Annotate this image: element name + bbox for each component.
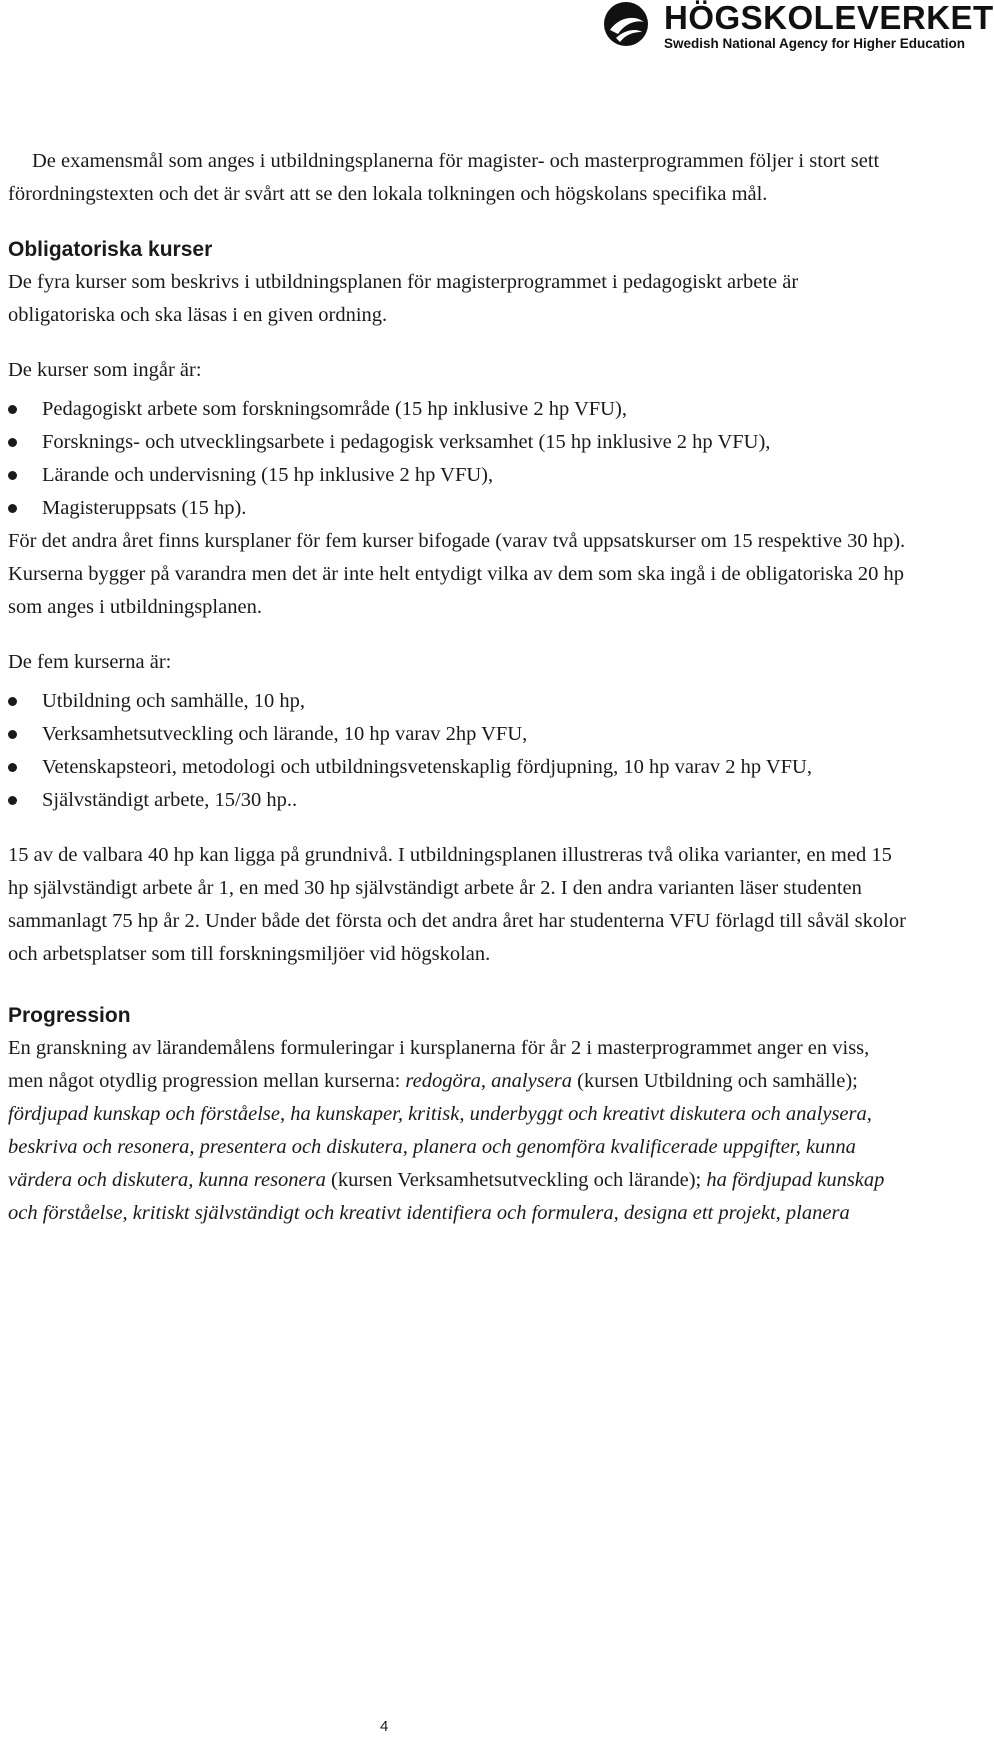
course-item-text: Verksamhetsutveckling och lärande, 10 hp varav 2hp VFU, — [42, 723, 528, 745]
course-item-text: Utbildning och samhälle, 10 hp, — [42, 690, 306, 712]
logo-tagline: Swedish National Agency for Higher Education — [664, 36, 966, 51]
page-number: 4 — [380, 1718, 389, 1735]
logo-wordmark: HÖGSKOLEVERKET — [664, 0, 994, 36]
bullet-icon — [8, 763, 17, 772]
bullet-icon — [8, 796, 17, 805]
progression-verbs-2: fördjupad kunskap och förståelse, ha kunskaper, kritisk, underbyggt och kreativt diskutera och analysera, beskriva och resonera, presentera och diskutera, planera och genomföra kvalificerade uppgifter, kunna värdera och diskutera, kunna resonera — [8, 1103, 872, 1191]
document-body — [8, 145, 908, 1230]
hogskoleverket-logo — [600, 0, 994, 64]
progression-course-2: (kursen Verksamhetsutveckling och lärande); — [325, 1169, 707, 1191]
progression-course-1: (kursen Utbildning och samhälle); — [572, 1070, 858, 1092]
list-item — [8, 751, 908, 784]
bullet-icon — [8, 504, 17, 513]
list-item — [8, 393, 908, 426]
bullet-icon — [8, 697, 17, 706]
list-item — [8, 426, 908, 459]
list-item — [8, 718, 908, 751]
progression-paragraph — [8, 1032, 908, 1230]
bullet-icon — [8, 471, 17, 480]
hogskoleverket-emblem-icon — [600, 0, 652, 52]
second-year-paragraph: För det andra året finns kursplaner för fem kurser bifogade (varav två uppsatskurser om 15 respektive 30 hp). Kurserna bygger på varandra men det är inte helt entydigt vilka av dem som ska ingå i de obligatoriska 20 hp som anges i utbildningsplanen. — [8, 530, 906, 618]
bullet-icon — [8, 405, 17, 414]
list-item — [8, 492, 908, 525]
courses-list-intro: De kurser som ingår är: — [8, 359, 202, 381]
intro-paragraph: De examensmål som anges i utbildningsplanerna för magister- och masterprogrammen följer i stort sett förordningstexten och det är svårt att se den lokala tolkningen och högskolans specifika mål. — [8, 150, 880, 205]
heading-obligatoriska-kurser: Obligatoriska kurser — [8, 238, 213, 261]
progression-lead: En granskning av lärandemålens formuleringar i kursplanerna för år 2 i masterprogrammet anger en viss, men något otydlig progression mellan kurserna: — [8, 1037, 870, 1092]
five-course-list — [8, 685, 908, 817]
heading-progression: Progression — [8, 1004, 131, 1027]
five-courses-intro: De fem kurserna är: — [8, 651, 172, 673]
course-item-text: Forsknings- och utvecklingsarbete i pedagogisk verksamhet (15 hp inklusive 2 hp VFU), — [42, 431, 771, 453]
bullet-icon — [8, 438, 17, 447]
bullet-icon — [8, 730, 17, 739]
progression-verbs-3: ha fördjupad kunskap och förståelse, kritiskt självständigt och kreativt identifiera och formulera, designa ett projekt, planera — [8, 1169, 885, 1224]
course-item-text: Magisteruppsats (15 hp). — [42, 497, 247, 519]
progression-verbs-1: redogöra, analysera — [405, 1070, 573, 1092]
course-list — [8, 393, 908, 525]
list-item — [8, 685, 908, 718]
obligatory-paragraph: De fyra kurser som beskrivs i utbildningsplanen för magisterprogrammet i pedagogiskt arbete är obligatoriska och ska läsas i en given ordning. — [8, 271, 799, 326]
list-item — [8, 784, 908, 817]
course-item-text: Pedagogiskt arbete som forskningsområde (15 hp inklusive 2 hp VFU), — [42, 398, 627, 420]
list-item — [8, 459, 908, 492]
course-item-text: Självständigt arbete, 15/30 hp.. — [42, 789, 298, 811]
course-item-text: Vetenskapsteori, metodologi och utbildningsvetenskaplig fördjupning, 10 hp varav 2 hp VFU, — [42, 756, 812, 778]
closing-paragraph: 15 av de valbara 40 hp kan ligga på grundnivå. I utbildningsplanen illustreras två olika varianter, en med 15 hp självständigt arbete år 1, en med 30 hp självständigt arbete år 2. I den andra varianten läser studenten sammanlagt 75 hp år 2. Under både det första och det andra året har studenterna VFU förlagd till såväl skolor och arbetsplatser som till forskningsmiljöer vid högskolan. — [8, 844, 906, 965]
course-item-text: Lärande och undervisning (15 hp inklusive 2 hp VFU), — [42, 464, 494, 486]
